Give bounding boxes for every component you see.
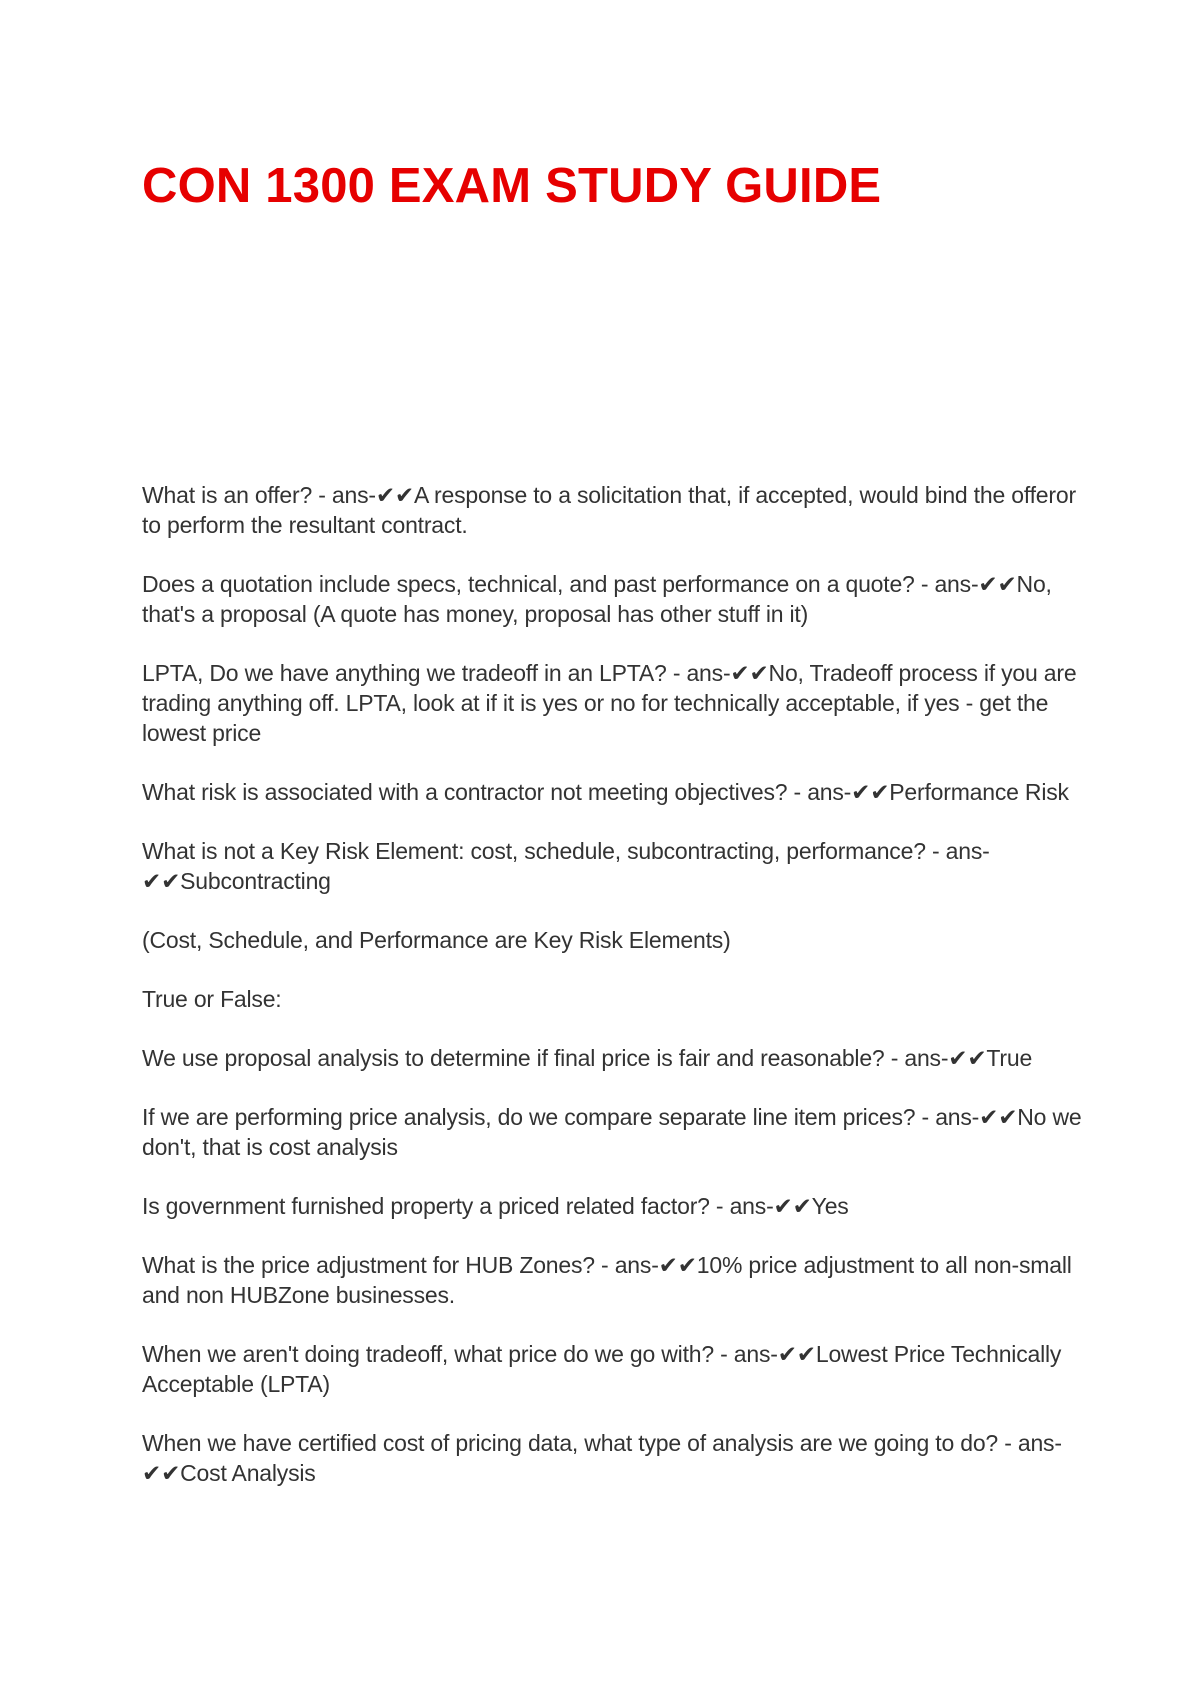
paragraph: What is not a Key Risk Element: cost, schedule, subcontracting, performance? - ans-✔✔Subcontracting xyxy=(142,838,990,894)
paragraph: What risk is associated with a contractor not meeting objectives? - ans-✔✔Performance Risk xyxy=(142,779,1069,805)
document-title: CON 1300 EXAM STUDY GUIDE xyxy=(142,159,882,213)
paragraph: What is an offer? - ans-✔✔A response to a solicitation that, if accepted, would bind the offeror to perform the resultant contract. xyxy=(142,482,1076,538)
paragraph: LPTA, Do we have anything we tradeoff in an LPTA? - ans-✔✔No, Tradeoff process if you are trading anything off. LPTA, look at if it is yes or no for technically acceptable, if yes - get the lowest price xyxy=(142,660,1077,746)
paragraph: What is the price adjustment for HUB Zones? - ans-✔✔10% price adjustment to all non-small and non HUBZone businesses. xyxy=(142,1252,1072,1308)
paragraph: When we aren't doing tradeoff, what price do we go with? - ans-✔✔Lowest Price Technically Acceptable (LPTA) xyxy=(142,1341,1062,1397)
document-body xyxy=(142,480,1082,1517)
paragraph: True or False: xyxy=(142,986,282,1012)
paragraph: We use proposal analysis to determine if final price is fair and reasonable? - ans-✔✔True xyxy=(142,1045,1033,1071)
paragraph: If we are performing price analysis, do we compare separate line item prices? - ans-✔✔No we don't, that is cost analysis xyxy=(142,1104,1082,1160)
paragraph: (Cost, Schedule, and Performance are Key Risk Elements) xyxy=(142,927,731,953)
paragraph: Is government furnished property a priced related factor? - ans-✔✔Yes xyxy=(142,1193,849,1219)
paragraph: Does a quotation include specs, technical, and past performance on a quote? - ans-✔✔No, that's a proposal (A quote has money, proposal has other stuff in it) xyxy=(142,571,1052,627)
paragraph: When we have certified cost of pricing data, what type of analysis are we going to do? - ans-✔✔Cost Analysis xyxy=(142,1430,1062,1486)
